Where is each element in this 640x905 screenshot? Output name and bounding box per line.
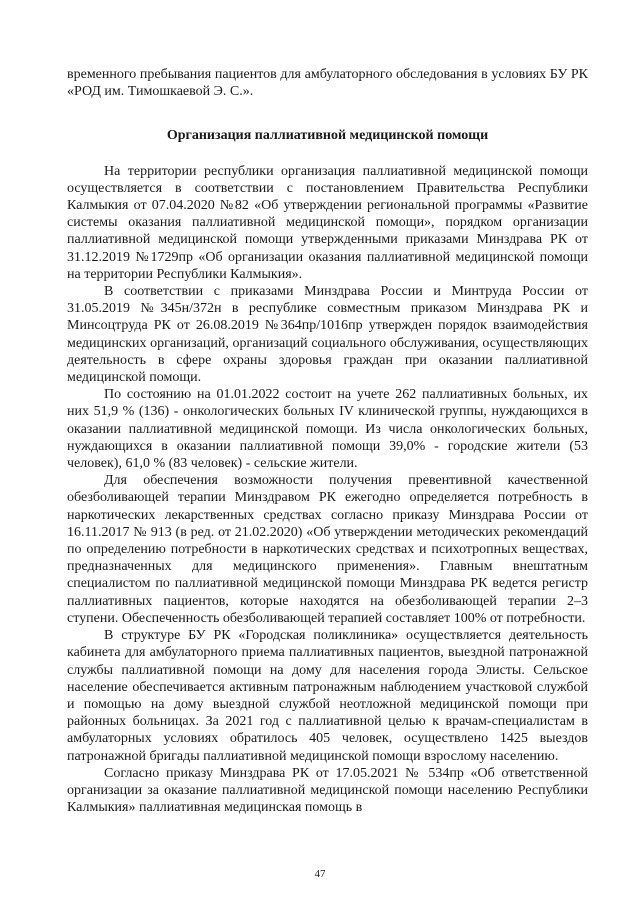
intro-paragraph: временного пребывания пациентов для амбулаторного обследования в условиях БУ РК «РОД им. Тимошкаевой Э. С.».: [67, 67, 588, 100]
section-heading: Организация паллиативной медицинской помощи: [166, 128, 489, 144]
page-number: 47: [314, 868, 326, 880]
paragraph: По состоянию на 01.01.2022 состоит на учете 262 паллиативных больных, их них 51,9 % (136) - онкологических больных IV клинической группы, нуждающихся в оказании паллиативной медицинской помощи. Из числа онкологических больных, нуждающихся в оказании паллиативной помощи 39,0% - городские жители (53 человек), 61,0 % (83 человек) - сельские жители.: [67, 387, 588, 472]
paragraph: Согласно приказу Минздрава РК от 17.05.2021 № 534пр «Об ответственной организации за оказание паллиативной медицинской помощи населению Республики Калмыкия» паллиативная медицинская помощь в: [67, 765, 588, 816]
paragraph: В соответствии с приказами Минздрава России и Минтруда России от 31.05.2019 №345н/372н в республике совместным приказом Минздрава РК и Минсоцтруда РК от 26.08.2019 №364пр/1016пр утвержден порядок взаимодействия медицинских организаций, организаций социального обслуживания, осуществляющих деятельность в сфере охраны здоровья граждан при оказании паллиативной медицинской помощи.: [67, 284, 588, 386]
paragraph: На территории республики организация паллиативной медицинской помощи осуществляется в соответствии с постановлением Правительства Республики Калмыкия от 07.04.2020 №82 «Об утверждении региональной программы «Развитие системы оказания паллиативной медицинской помощи», порядком организации паллиативной медицинской помощи утвержденными приказами Минздрава РК от 31.12.2019 №1729пр «Об организации оказания паллиативной медицинской помощи на территории Республики Калмыкия».: [67, 163, 588, 282]
paragraph: Для обеспечения возможности получения превентивной качественной обезболивающей терапии Минздравом РК ежегодно определяется потребность в наркотических лекарственных средствах согласно приказу Минздрава России от 16.11.2017 № 913 (в ред. от 21.02.2020) «Об утверждении методических рекомендаций по определению потребности в наркотических средствах и психотропных веществах, предназначенных для медицинского применения». Главным внештатным специалистом по паллиативной медицинской помощи Минздрава РК ведется регистр паллиативных пациентов, которые находятся на обезболивающей терапии 2–3 ступени. Обеспеченность обезболивающей терапией составляет 100% от потребности.: [67, 473, 588, 626]
paragraph: В структуре БУ РК «Городская поликлиника» осуществляется деятельность кабинета для амбулаторного приема паллиативных пациентов, выездной патронажной службы паллиативной помощи на дому для населения города Элисты. Сельское население обеспечивается активным патронажным наблюдением участковой службой и помощью на дому выездной службой неотложной медицинской помощи при районных больницах. За 2021 год с паллиативной целью к врачам-специалистам в амбулаторных условиях обратилось 405 человек, осуществлено 1425 выездов патронажной бригады паллиативной медицинской помощи взрослому населению.: [67, 628, 588, 764]
